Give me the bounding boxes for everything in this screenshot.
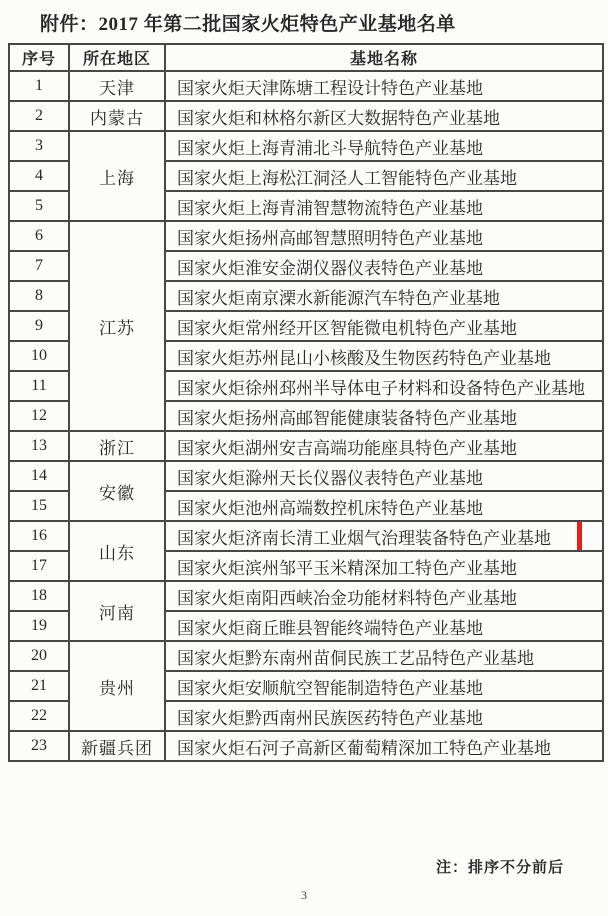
- row-index-cell: 17: [9, 551, 69, 581]
- table-row: [9, 581, 603, 611]
- page-number: 3: [301, 888, 307, 902]
- region-cell: 江苏: [69, 221, 165, 431]
- table-row: [9, 71, 603, 101]
- row-index-cell: 1: [9, 71, 69, 101]
- header-region: 所在地区: [69, 44, 165, 71]
- base-name-cell: 国家火炬扬州高邮智慧照明特色产业基地: [165, 221, 603, 251]
- base-name-cell: 国家火炬滁州天长仪器仪表特色产业基地: [165, 461, 603, 491]
- table-row: [9, 101, 603, 131]
- row-index-cell: 6: [9, 221, 69, 251]
- header-row: [9, 44, 603, 71]
- header-base-name: 基地名称: [165, 44, 603, 71]
- base-name-cell: 国家火炬南阳西峡冶金功能材料特色产业基地: [165, 581, 603, 611]
- base-name-cell: 国家火炬天津陈塘工程设计特色产业基地: [165, 71, 603, 101]
- row-index-cell: 16: [9, 521, 69, 551]
- row-index-cell: 7: [9, 251, 69, 281]
- row-index-cell: 5: [9, 191, 69, 221]
- base-name-cell: 国家火炬黔西南州民族医药特色产业基地: [165, 701, 603, 731]
- base-name-cell: 国家火炬石河子高新区葡萄精深加工特色产业基地: [165, 731, 603, 761]
- region-cell: 河南: [69, 581, 165, 641]
- base-name-cell: 国家火炬安顺航空智能制造特色产业基地: [165, 671, 603, 701]
- base-name-cell: 国家火炬黔东南州苗侗民族工艺品特色产业基地: [165, 641, 603, 671]
- attachment-title: 附件：2017 年第二批国家火炬特色产业基地名单: [40, 14, 456, 35]
- base-name-cell: 国家火炬上海青浦智慧物流特色产业基地: [165, 191, 603, 221]
- table-row: [9, 521, 603, 551]
- row-index-cell: 21: [9, 671, 69, 701]
- region-cell: 贵州: [69, 641, 165, 731]
- header-index: 序号: [9, 44, 69, 71]
- row-index-cell: 8: [9, 281, 69, 311]
- table-row: [9, 461, 603, 491]
- base-name-cell: 国家火炬池州高端数控机床特色产业基地: [165, 491, 603, 521]
- table-row: [9, 641, 603, 671]
- row-index-cell: 15: [9, 491, 69, 521]
- region-cell: 上海: [69, 131, 165, 221]
- base-name-cell: 国家火炬常州经开区智能微电机特色产业基地: [165, 311, 603, 341]
- base-name-cell: 国家火炬和林格尔新区大数据特色产业基地: [165, 101, 603, 131]
- table-row: [9, 221, 603, 251]
- table-row: [9, 131, 603, 161]
- row-index-cell: 13: [9, 431, 69, 461]
- region-cell: 安徽: [69, 461, 165, 521]
- base-name-cell: 国家火炬淮安金湖仪器仪表特色产业基地: [165, 251, 603, 281]
- base-name-cell: 国家火炬上海青浦北斗导航特色产业基地: [165, 131, 603, 161]
- region-cell: 新疆兵团: [69, 731, 165, 761]
- region-cell: 内蒙古: [69, 101, 165, 131]
- row-index-cell: 2: [9, 101, 69, 131]
- base-name-cell-highlighted: 国家火炬济南长清工业烟气治理装备特色产业基地: [165, 521, 603, 551]
- base-name-cell: 国家火炬苏州昆山小核酸及生物医药特色产业基地: [165, 341, 603, 371]
- table-body: [9, 71, 603, 761]
- row-index-cell: 12: [9, 401, 69, 431]
- table-row: [9, 431, 603, 461]
- row-index-cell: 14: [9, 461, 69, 491]
- base-name-cell: 国家火炬上海松江洞泾人工智能特色产业基地: [165, 161, 603, 191]
- base-name-cell: 国家火炬南京溧水新能源汽车特色产业基地: [165, 281, 603, 311]
- region-cell: 天津: [69, 71, 165, 101]
- row-index-cell: 23: [9, 731, 69, 761]
- base-name-cell: 国家火炬滨州邹平玉米精深加工特色产业基地: [165, 551, 603, 581]
- row-index-cell: 11: [9, 371, 69, 401]
- base-name-cell: 国家火炬扬州高邮智能健康装备特色产业基地: [165, 401, 603, 431]
- base-name-cell: 国家火炬湖州安吉高端功能座具特色产业基地: [165, 431, 603, 461]
- row-index-cell: 9: [9, 311, 69, 341]
- region-cell: 山东: [69, 521, 165, 581]
- row-index-cell: 18: [9, 581, 69, 611]
- footnote: 注：排序不分前后: [435, 860, 564, 876]
- table-row: [9, 731, 603, 761]
- row-index-cell: 19: [9, 611, 69, 641]
- region-cell: 浙江: [69, 431, 165, 461]
- row-index-cell: 4: [9, 161, 69, 191]
- row-index-cell: 22: [9, 701, 69, 731]
- bases-table: [8, 43, 604, 762]
- row-index-cell: 20: [9, 641, 69, 671]
- row-index-cell: 10: [9, 341, 69, 371]
- base-name-cell: 国家火炬徐州邳州半导体电子材料和设备特色产业基地: [165, 371, 603, 401]
- base-name-cell: 国家火炬商丘睢县智能终端特色产业基地: [165, 611, 603, 641]
- row-index-cell: 3: [9, 131, 69, 161]
